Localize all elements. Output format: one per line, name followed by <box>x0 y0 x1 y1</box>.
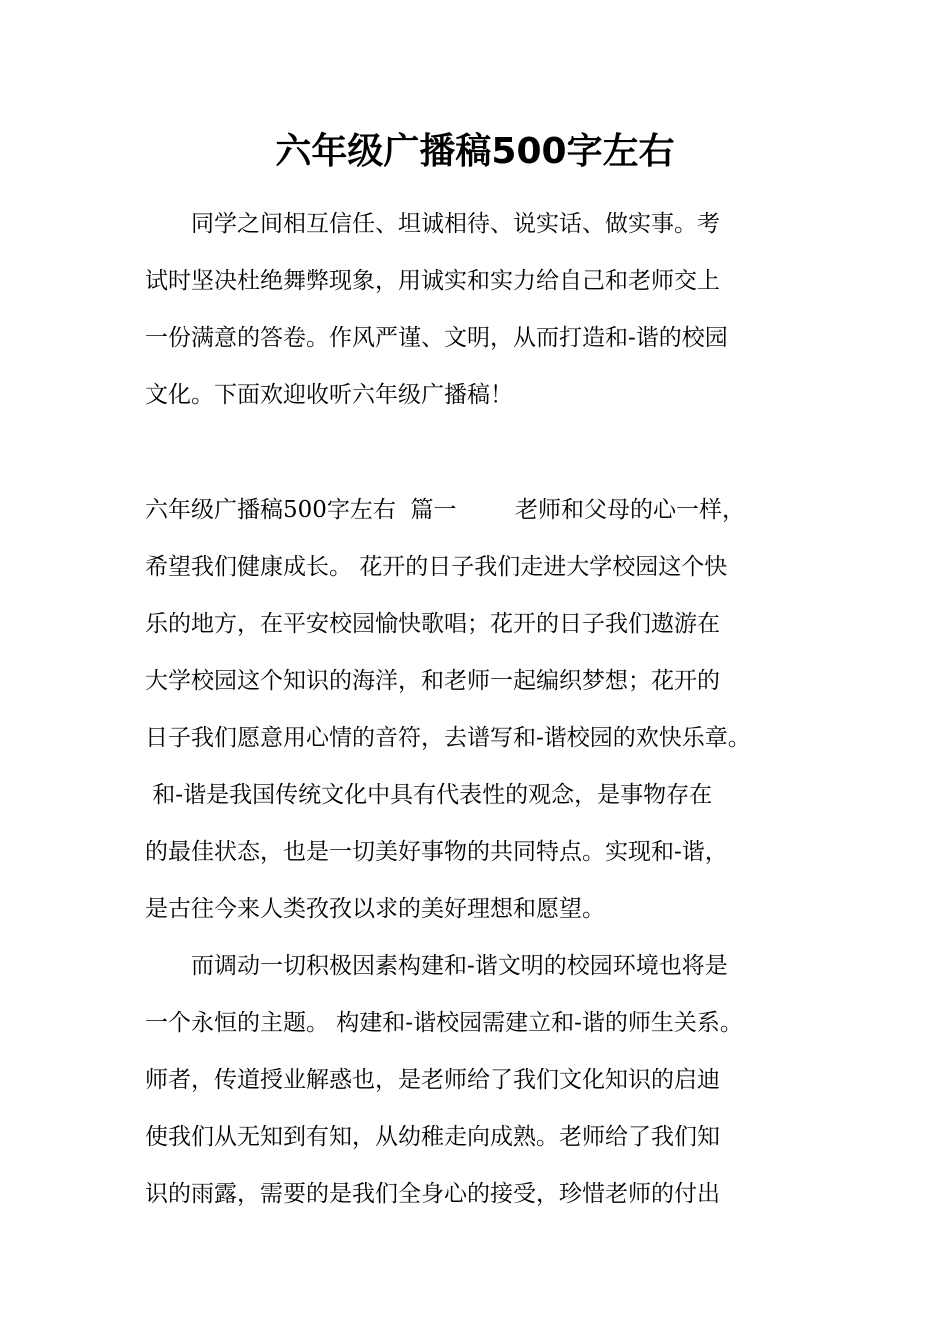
body-line: 试时坚决杜绝舞弊现象，用诚实和实力给自己和老师交上 <box>145 268 720 294</box>
body-line: 希望我们健康成长。 花开的日子我们走进大学校园这个快 <box>145 554 728 580</box>
body-line: 日子我们愿意用心情的音符，去谱写和-谐校园的欢快乐章。 <box>145 725 751 751</box>
body-line: 是古往今来人类孜孜以求的美好理想和愿望。 <box>145 896 605 922</box>
section-heading-line: 六年级广播稿500字左右 篇一 老师和父母的心一样， <box>145 497 746 523</box>
body-line: 一份满意的答卷。作风严谨、文明，从而打造和-谐的校园 <box>145 325 728 351</box>
body-line: 和-谐是我国传统文化中具有代表性的观念，是事物存在 <box>145 782 713 808</box>
body-line: 同学之间相互信任、坦诚相待、说实话、做实事。考 <box>145 211 720 237</box>
body-line: 一个永恒的主题。 构建和-谐校园需建立和-谐的师生关系。 <box>145 1010 743 1036</box>
body-line: 师者，传道授业解惑也，是老师给了我们文化知识的启迪 <box>145 1067 720 1093</box>
body-line: 而调动一切积极因素构建和-谐文明的校园环境也将是 <box>145 953 728 979</box>
body-line: 大学校园这个知识的海洋，和老师一起编织梦想；花开的 <box>145 668 720 694</box>
document-title: 六年级广播稿500字左右 <box>275 131 675 172</box>
body-line: 使我们从无知到有知，从幼稚走向成熟。老师给了我们知 <box>145 1124 720 1150</box>
body-line: 的最佳状态，也是一切美好事物的共同特点。实现和-谐， <box>145 839 728 865</box>
body-line: 乐的地方，在平安校园愉快歌唱；花开的日子我们遨游在 <box>145 611 720 637</box>
body-line: 识的雨露，需要的是我们全身心的接受，珍惜老师的付出 <box>145 1181 720 1207</box>
body-line: 文化。下面欢迎收听六年级广播稿！ <box>145 382 513 408</box>
